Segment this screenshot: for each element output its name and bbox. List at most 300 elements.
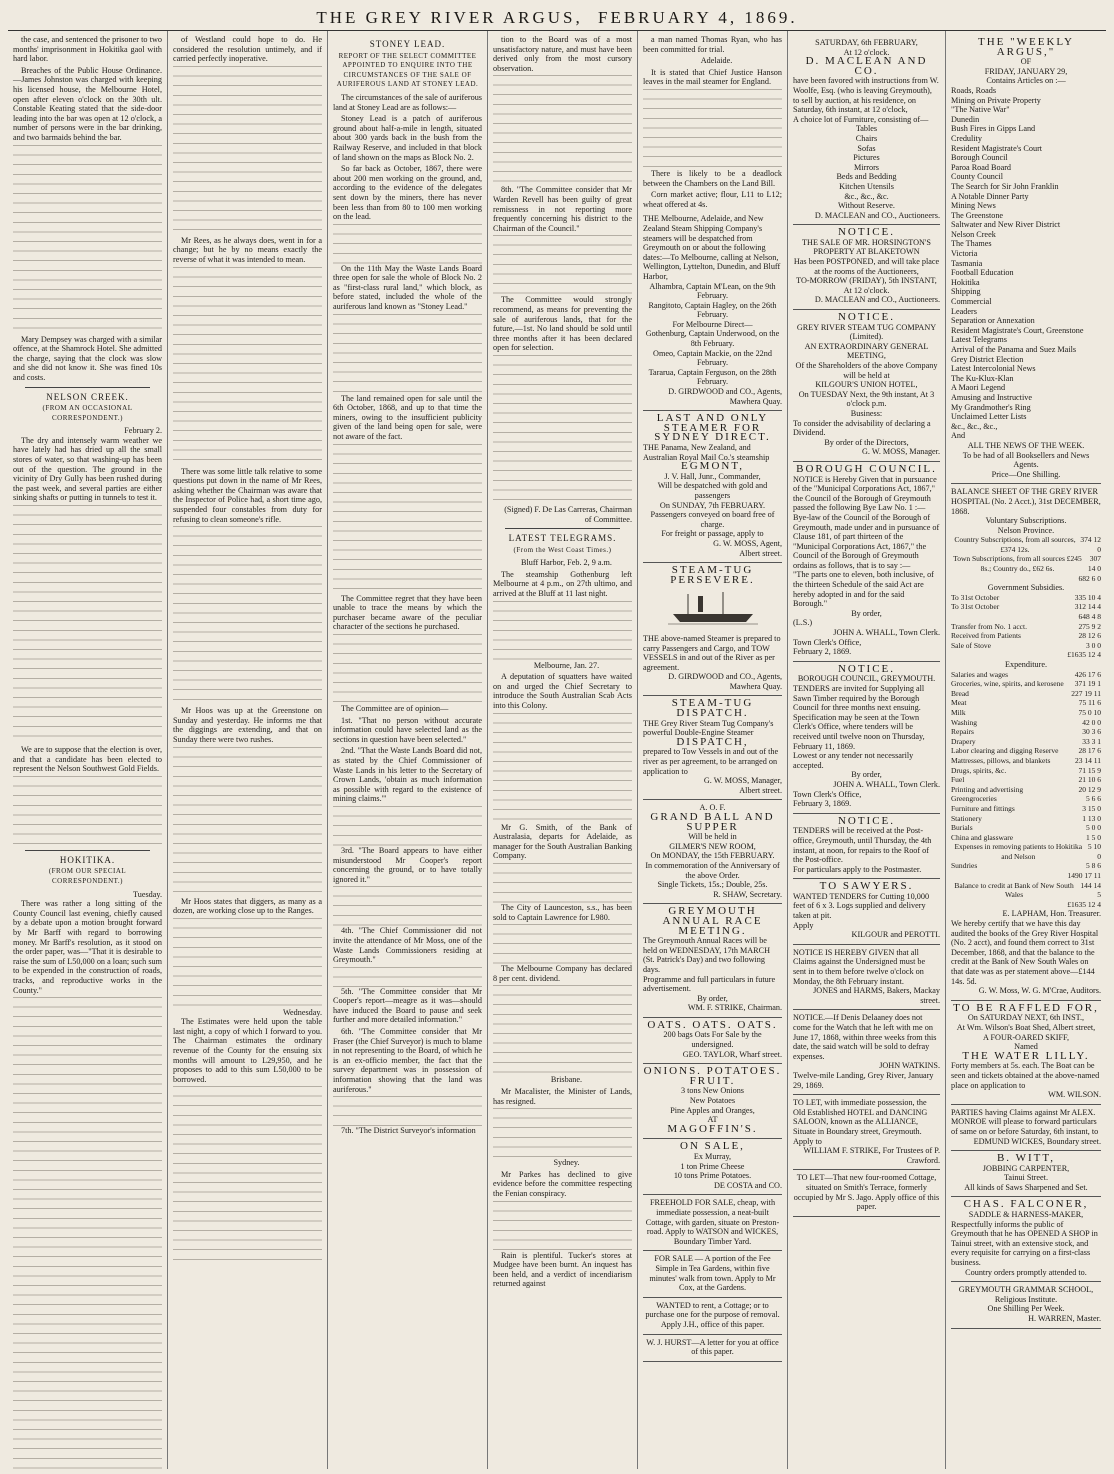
dateline: Bluff Harbor, Feb. 2, 9 a.m. xyxy=(521,558,612,568)
ad-signature: KILGOUR and PEROTTI. xyxy=(851,930,940,940)
advertisement-for-sale: FOR SALE — A portion of the Fee Simple in Tea Gardens, within five minutes' walk from town. Apply to Mr Cox, at the Gardens. xyxy=(643,1251,782,1297)
advertisement-egmont xyxy=(643,411,782,563)
balance-row xyxy=(951,612,1101,622)
ad-title: GREYMOUTH ANNUAL RACE MEETING. xyxy=(662,905,763,937)
ad-text: TO LET, with immediate possession, the Old Established HOTEL and DANCING SALOON, known as the ALLIANCE, Situate in Boundary street, Greymouth. Apply to xyxy=(793,1098,928,1146)
ad-text: A choice lot of Furniture, consisting of— xyxy=(793,114,929,124)
ad-text: AT xyxy=(707,1115,718,1125)
ad-signature: G. W. MOSS, Manager. xyxy=(861,447,940,457)
text-block xyxy=(493,924,632,964)
advertisement-to-let-cottage: TO LET—That new four-roomed Cottage, situated on Smith's Terrace, formerly occupied by Mr S. Jago. Apply office of this paper. xyxy=(793,1170,940,1216)
ad-text: The Greymouth Annual Races will be held on WEDNESDAY, 17th MARCH (St. Patrick's Day) and two following days. xyxy=(643,936,770,974)
ad-date: On SUNDAY, 7th FEBRUARY. xyxy=(659,500,766,510)
row-amount: 75 11 6 xyxy=(1078,698,1101,708)
row-label: Sale of Stove xyxy=(951,640,991,650)
dateline: Melbourne, Jan. 27. xyxy=(533,660,600,670)
dateline: Adelaide. xyxy=(700,56,733,66)
contents-item: My Grandmother's Ring xyxy=(951,402,1031,412)
text-block xyxy=(493,1108,632,1158)
row-amount: 371 19 1 xyxy=(1074,679,1101,689)
ad-title: BALANCE SHEET OF THE GREY RIVER HOSPITAL (No. 2 Acct.), 31st DECEMBER, 1868. xyxy=(951,487,1101,516)
row-label: Labor clearing and digging Reserve xyxy=(951,746,1059,756)
ad-text: By order, xyxy=(851,608,882,618)
ad-text: Town Clerk's Office, xyxy=(793,637,862,647)
balance-rows xyxy=(951,535,1101,583)
ad-signature: JOHN A. WHALL, Town Clerk. xyxy=(833,628,940,638)
ad-text: A FOUR-OARED SKIFF, xyxy=(982,1032,1069,1042)
row-amount: 307 14 0 xyxy=(1087,554,1101,574)
balance-row xyxy=(951,593,1101,603)
text-block xyxy=(643,89,782,169)
ad-title: LAST AND ONLY STEAMER FOR SYDNEY DIRECT. xyxy=(654,412,771,444)
row-amount: 42 0 0 xyxy=(1082,717,1101,727)
ad-text: J. V. Hall, Junr., Commander, xyxy=(664,471,761,481)
text-block xyxy=(333,967,482,987)
text-block xyxy=(333,224,482,264)
row-amount: 5 8 6 xyxy=(1086,861,1101,871)
text-block xyxy=(493,863,632,903)
section-subheading: (FROM AN OCCASIONAL CORRESPONDENT.) xyxy=(42,404,133,422)
advertisement-raffle xyxy=(951,1001,1101,1105)
ad-item: 10 tons Prime Potatoes. xyxy=(673,1171,752,1181)
row-amount: 5 10 0 xyxy=(1087,842,1101,861)
ad-signature: H. WARREN, Master. xyxy=(1028,1314,1101,1323)
row-amount: 71 15 9 xyxy=(1078,765,1101,775)
row-amount: 426 17 6 xyxy=(1074,669,1101,679)
ad-item: Beds and Bedding xyxy=(836,172,897,182)
row-label: Burials xyxy=(951,823,973,833)
ad-signature: G. W. Moss, W. G. M'Crae, Auditors. xyxy=(978,986,1101,996)
ad-signature: G. W. MOSS, Manager, xyxy=(703,776,782,786)
section-subheading: (From the West Coast Times.) xyxy=(513,545,612,554)
contents-item: Latest Intercolonial News xyxy=(951,364,1036,374)
row-label: Repairs xyxy=(951,727,974,737)
advertisement-carpenter xyxy=(951,1151,1101,1197)
text-block xyxy=(13,776,162,846)
advertisement-saddler xyxy=(951,1197,1101,1282)
balance-row xyxy=(951,833,1101,843)
row-amount: 1 13 0 xyxy=(1082,813,1101,823)
dateline: Tuesday. xyxy=(133,889,162,899)
balance-row xyxy=(951,785,1101,795)
text-block xyxy=(173,747,322,897)
article-paragraph: The Committee would strongly recommend, as means for preventing the sale of auriferous lands, that for the future,—1st. No land should be sold until three months after it has been declared open for selection. xyxy=(493,295,632,353)
article-paragraph: So far back as October, 1867, there were about 200 men working on the ground, and, according to the evidence of the delegates sent down by the miners, there has never been less than from 80 to 100 men working on the lead. xyxy=(333,164,482,222)
divider xyxy=(25,850,150,851)
ad-item: Omeo, Captain Mackie, on the 22nd February. xyxy=(653,348,772,368)
ad-title: CHAS. FALCONER, xyxy=(963,1198,1089,1211)
ship-name: DISPATCH, xyxy=(676,735,749,748)
contents-item: Football Education xyxy=(951,268,1014,278)
article-paragraph: The steamship Gothenburg left Melbourne at 4 p.m., on 27th ultimo, and arrived at the Bluff at 11 last night. xyxy=(493,569,632,599)
article-paragraph: 4th. "The Chief Commissioner did not invite the attendance of Mr Moss, one of the Waste Lands Commissioners residing at Greymouth." xyxy=(333,926,482,965)
ad-title: OATS. OATS. OATS. xyxy=(647,1018,778,1031)
article-paragraph: The land remained open for sale until the 6th October, 1868, and up to that time the miners, owing to the insufficient publicity given of the land being open for sale, were not aware of the fact. xyxy=(333,393,482,442)
ad-amount: 1490 17 11 xyxy=(1067,871,1101,881)
row-amount: 20 12 9 xyxy=(1078,784,1101,794)
text-block xyxy=(333,886,482,926)
article-paragraph: The dry and intensely warm weather we have lately had has dried up all the small stores of water, so that washing-up has been out of the question. The ground in the vicinity of Dry Gully has been rushed during the past week, and several parties are either sinking shafts or putting in tunnels to test it. xyxy=(13,435,162,503)
notice-claims xyxy=(793,945,940,1011)
contents-item: The Thames xyxy=(951,239,992,249)
balance-row xyxy=(951,602,1101,612)
article-paragraph: 2nd. "That the Waste Lands Board did not, as stated by the Chief Commissioner of Waste Lands in his letter to the Secretary of Crown Lands, 'obtain as much information as possible with regard to the existence of mining claims.'" xyxy=(333,746,482,804)
balance-row xyxy=(951,641,1101,651)
advertisement-grammar-school xyxy=(951,1282,1101,1328)
balance-row xyxy=(951,756,1101,766)
article-paragraph: We are to suppose that the election is over, and that a candidate has been elected to represent the Nelson Southwest Gold Fields. xyxy=(13,745,162,774)
ad-date: February 2, 1869. xyxy=(793,647,852,657)
ad-item: Rangitoto, Captain Hagley, on the 26th February. xyxy=(648,300,777,320)
article-paragraph: On the 11th May the Waste Lands Board three open for sale the whole of Block No. 2 as "first-class rural land," which block, as before stated, included the whole of the auriferous land known as "Stoney Lead." xyxy=(333,263,482,312)
ad-text: In commemoration of the Anniversary of the above Order. xyxy=(645,860,780,880)
contents-item: A Notable Dinner Party xyxy=(951,191,1029,201)
article-paragraph: The Committee are of opinion— xyxy=(341,704,449,713)
row-amount: 682 6 0 xyxy=(1078,573,1101,583)
balance-row xyxy=(951,679,1101,689)
notice-post-office xyxy=(793,814,940,880)
ad-amount: £1635 12 4 xyxy=(1067,899,1101,909)
row-label: Drapery xyxy=(951,736,976,746)
ad-item: &c., &c., &c. xyxy=(844,191,889,201)
masthead-date: FEBRUARY 4, 1869. xyxy=(598,8,798,27)
balance-row xyxy=(951,746,1101,756)
balance-row xyxy=(951,842,1101,861)
ad-text: Religious Institute. xyxy=(994,1294,1058,1304)
ad-signature: GEO. TAYLOR, Wharf street. xyxy=(682,1049,782,1059)
column-1 xyxy=(8,31,168,1469)
ad-text: Country orders promptly attended to. xyxy=(965,1267,1087,1277)
balance-row xyxy=(951,881,1101,900)
ad-text: All kinds of Saws Sharpened and Set. xyxy=(964,1182,1088,1192)
row-label: Stationery xyxy=(951,813,982,823)
ad-address: Albert street. xyxy=(739,548,782,558)
advertisement-races xyxy=(643,904,782,1018)
ad-text: To consider the advisability of declaring a Dividend. xyxy=(793,418,931,438)
ad-text: NOTICE is Hereby Given that in pursuance of the "Municipal Corporations Act, 1867," the Council of the Borough of Greymouth passed the following Bye Law No. 1 :— xyxy=(793,474,937,513)
ad-date: TO-MORROW (FRIDAY), 5th INSTANT, xyxy=(796,276,937,286)
balance-row xyxy=(951,766,1101,776)
ad-date: SATURDAY, 6th FEBRUARY, xyxy=(815,38,918,47)
text-block xyxy=(493,1201,632,1251)
balance-row xyxy=(951,622,1101,632)
balance-row xyxy=(951,698,1101,708)
row-amount: 33 3 1 xyxy=(1082,736,1101,746)
ad-text: THE WATER LILLY. xyxy=(962,1049,1090,1062)
ad-address: Twelve-mile Landing, Grey River, January 29, 1869. xyxy=(793,1070,934,1090)
balance-rows xyxy=(951,593,1101,660)
ad-text: For particulars apply to the Postmaster. xyxy=(793,864,922,874)
contents-item: Resident Magistrate's Court, Greenstone xyxy=(951,325,1084,335)
row-amount: 312 14 4 xyxy=(1074,602,1101,612)
ad-title: THE "WEEKLY ARGUS," xyxy=(978,36,1074,58)
masthead-title: THE GREY RIVER ARGUS, xyxy=(316,8,583,27)
ad-title: BOROUGH COUNCIL. xyxy=(796,462,937,475)
article-paragraph: The circumstances of the sale of auriferous land at Stoney Lead are as follows:— xyxy=(333,92,482,112)
article-paragraph: Mr Rees, as he always does, went in for a change; but he by no means exactly the reverse of what it was intended to mean. xyxy=(173,235,322,264)
contents-item: Latest Telegrams xyxy=(951,335,1007,345)
row-label: Town Subscriptions, from all sources £245 8s.; Country do., £62 6s. xyxy=(953,554,1082,574)
ad-text: For freight or passage, apply to xyxy=(661,529,764,539)
balance-row xyxy=(951,871,1101,881)
column-3 xyxy=(328,31,488,1469)
ad-title: STEAM-TUG DISPATCH. xyxy=(671,697,754,720)
ad-text: BOROUGH COUNCIL, GREYMOUTH. xyxy=(797,674,936,684)
article-paragraph: Mr Parkes has declined to give evidence before the committee respecting the Fenian conspiracy. xyxy=(493,1169,632,1198)
columns xyxy=(8,31,1106,1469)
column-5 xyxy=(638,31,788,1469)
advertisement-steamers xyxy=(643,211,782,411)
ad-signature: R. SHAW, Secretary. xyxy=(713,889,782,899)
balance-row xyxy=(951,775,1101,785)
ad-text: Of the Shareholders of the above Company will be held at xyxy=(795,361,938,380)
column-2 xyxy=(168,31,328,1469)
row-label: Sundries xyxy=(951,861,978,871)
ad-signature: JOHN A. WHALL, Town Clerk. xyxy=(833,779,940,789)
ad-signature: D. MACLEAN and CO., Auctioneers. xyxy=(814,210,940,220)
article-paragraph: Corn market active; flour, L11 to L12; wheat offered at 4s. xyxy=(643,190,782,209)
ad-text: THE above-named Steamer is prepared to carry Passengers and Cargo, and TOW VESSELS in and out of the River as per agreement. xyxy=(643,633,781,672)
ad-venue: At Wm. Wilson's Boat Shed, Albert street, xyxy=(956,1022,1096,1032)
row-label: To 31st October xyxy=(951,592,1000,602)
section-heading: LATEST TELEGRAMS. xyxy=(508,533,617,544)
contents-item: Separation or Annexation xyxy=(951,316,1035,326)
ad-item: Kitchen Utensils xyxy=(839,181,894,191)
ad-address: Tainui Street. xyxy=(1004,1173,1048,1183)
article-paragraph: There is likely to be a deadlock between the Chambers on the Land Bill. xyxy=(643,168,782,188)
balance-row xyxy=(951,689,1101,699)
ad-text: prepared to Tow Vessels in and out of the river as per agreement, to be arranged on application to xyxy=(643,747,779,776)
ad-item: New Potatoes xyxy=(689,1096,736,1106)
balance-row xyxy=(951,737,1101,747)
ad-text: One Shilling Per Week. xyxy=(987,1304,1065,1314)
advertisement-tug-dispatch xyxy=(643,696,782,800)
article-paragraph: 8th. "The Committee consider that Mr Warden Revell has been guilty of great remissness in not reporting more frequently concerning his district to the Chairman of the Council." xyxy=(493,185,632,233)
dateline: Brisbane. xyxy=(550,1075,583,1085)
contents-item: Nelson Creek xyxy=(951,229,996,239)
contents-item: &c., &c., &c., xyxy=(951,421,998,431)
ad-text: Without Reserve. xyxy=(838,201,895,211)
text-block xyxy=(333,314,482,394)
notice-borough-council xyxy=(793,462,940,662)
article-paragraph: There was some little talk relative to some questions put down in the name of Mr Rees, asking whether the Chairman was aware that the Inspector of Police had, a short time ago, suspended four constables from duty for refusing to clean someone's rifle. xyxy=(173,466,322,524)
ad-title: D. MACLEAN AND CO. xyxy=(805,55,928,77)
ad-date: On SATURDAY NEXT, 6th INST., xyxy=(967,1013,1085,1023)
article-paragraph: Stoney Lead is a patch of auriferous ground about half-a-mile in length, situated about 300 yards back in the bush from the Railway Reserve, and included in that block of land shown on the maps as Block No. 2. xyxy=(333,114,482,162)
ad-signature: EDMUND WICKES, Boundary street. xyxy=(973,1136,1101,1146)
ad-text: THE Grey River Steam Tug Company's powerful Double-Engine Steamer xyxy=(643,718,774,738)
ad-date: On TUESDAY Next, the 9th instant, At 3 o'clock p.m. xyxy=(798,389,935,409)
ad-text: Programme and full particulars in future advertisement. xyxy=(643,974,776,994)
ad-time: At 12 o'clock. xyxy=(843,47,890,57)
notice-horsington xyxy=(793,225,940,310)
article-paragraph: Mr Macalister, the Minister of Lands, has resigned. xyxy=(493,1086,632,1106)
advertisement-onions xyxy=(643,1064,782,1139)
article-paragraph: the case, and sentenced the prisoner to two months' imprisonment in Hokitika gaol with hard labor. xyxy=(13,35,162,64)
ad-text: We hereby certify that we have this day audited the books of the Grey River Hospital (No. 2 acct), and found them correct to 31st December, 1868, and that the balance to the credit at the Bank of New South Wales on that date was as per statement above—£144 14s. 5d. xyxy=(951,919,1099,986)
balance-row xyxy=(951,650,1101,660)
text-block xyxy=(173,66,322,236)
contents-item: Shipping xyxy=(951,287,981,297)
notice-sawyers xyxy=(793,879,940,945)
ad-text: Business: xyxy=(850,408,883,418)
ad-item: Tararua, Captain Ferguson, on the 28th February. xyxy=(648,367,777,387)
ad-text: Bye-law of the Council of the Borough of Greymouth, made under and in pursuance of Clause 181, of part thirteen of the "Municipal Corporations Act, 1867," the Council of the Borough of Greymouth ordains as follows, that is to say :— xyxy=(793,512,940,570)
balance-row xyxy=(951,861,1101,871)
ad-signature: WM. WILSON. xyxy=(1048,1090,1101,1100)
ad-text: Contains Articles on :— xyxy=(986,76,1066,86)
ad-signature: D. GIRDWOOD and CO., Agents, Mawhera Quay. xyxy=(668,387,782,406)
ad-text: Will be held in xyxy=(688,832,737,842)
ad-text: SADDLE & HARNESS-MAKER, xyxy=(968,1210,1084,1220)
ad-item: Gothenburg, Captain Underwood, on the 8th February. xyxy=(645,329,780,349)
row-amount: 5 0 0 xyxy=(1086,823,1101,833)
text-block xyxy=(13,505,162,745)
dateline: Wednesday. xyxy=(282,1007,322,1017)
text-block xyxy=(333,1096,482,1126)
ad-text: Town Clerk's Office, xyxy=(793,789,862,799)
ad-text: THE Panama, New Zealand, and Australian Royal Mail Co.'s steamship xyxy=(643,443,770,462)
article-paragraph: The Estimates were held upon the table last night, a copy of which I forward to you. The Chairman estimates the ordinary revenue of the County for the ensuing six months will amount to L29,950, and he proposes to add to this sum L50,000 to be borrowed. xyxy=(173,1017,322,1084)
balance-row xyxy=(951,718,1101,728)
contents-item: Tasmania xyxy=(951,258,983,268)
ad-signature: DE COSTA and CO. xyxy=(713,1180,782,1190)
notice-tug-company xyxy=(793,310,940,462)
contents-item: Credulity xyxy=(951,133,982,143)
ad-text: Passengers conveyed on board free of charge. xyxy=(650,510,775,529)
contents-item: "The Native War" xyxy=(951,105,1010,115)
steamship-illustration xyxy=(668,588,758,628)
article-paragraph: Rain is plentiful. Tucker's stores at Mudgee have been burnt. An inquest has been held, and a verdict of incendiarism returned against xyxy=(493,1250,632,1289)
ad-venue: KILGOUR'S UNION HOTEL, xyxy=(815,380,918,390)
ad-title: GREYMOUTH GRAMMAR SCHOOL, xyxy=(958,1285,1094,1295)
row-amount: 3 15 0 xyxy=(1082,803,1101,813)
advertisement-freehold: FREEHOLD FOR SALE, cheap, with immediate possession, a neat-built Cottage, with garden, situate on Preston-road. Apply to WATSON and WICKES, Boundary Timber Yard. xyxy=(643,1195,782,1251)
row-label: Salaries and wages xyxy=(951,669,1009,679)
row-label: Furniture and fittings xyxy=(951,803,1015,813)
contents-item: Saltwater and New River District xyxy=(951,220,1061,230)
ad-text: have been favored with instructions from W. Woolfe, Esq. (who is leaving Greymouth), to sell by auction, at his residence, on Saturday, 6th instant, at 12 o'clock, xyxy=(793,76,939,115)
row-amount: 3 0 0 xyxy=(1086,640,1101,650)
article-paragraph: The Melbourne Company has declared 8 per cent. dividend. xyxy=(493,964,632,983)
row-amount: 5 6 6 xyxy=(1086,794,1101,804)
ad-text: THE SALE OF MR. HORSINGTON'S PROPERTY AT BLAKETOWN xyxy=(802,237,931,257)
ad-price: Price—One Shilling. xyxy=(991,469,1061,479)
ad-text: Named xyxy=(1014,1042,1038,1052)
ad-item: Ex Murray, xyxy=(693,1152,732,1161)
row-amount: 75 0 10 xyxy=(1078,707,1101,717)
contents-item: Arrival of the Panama and Suez Mails xyxy=(951,345,1077,354)
ad-text: WANTED TENDERS for Cutting 10,000 feet of 6 x 3. Logs supplied and delivery taken at pit. xyxy=(793,891,930,921)
ad-title: GRAND BALL AND SUPPER xyxy=(650,811,775,833)
ad-text: Respectfully informs the public of Greymouth that he has OPENED A SHOP in Tainui street, with an extensive stock, and every requisite for carrying on a first-class business. xyxy=(951,1219,1098,1268)
ship-name: EGMONT, xyxy=(681,460,744,473)
contents-item: Unclaimed Letter Lists xyxy=(951,412,1027,422)
article-paragraph: It is stated that Chief Justice Hanson leaves in the mail steamer for England. xyxy=(643,67,782,87)
row-amount: 28 12 6 xyxy=(1078,631,1101,641)
ad-text: TENDERS are invited for Supplying all Sawn Timber required by the Borough Council for three months next ensuing. xyxy=(793,684,925,713)
contents-item: Amusing and Instructive xyxy=(951,392,1032,402)
ad-text: Will be despatched with gold and passengers xyxy=(657,481,768,500)
ad-venue: GILMER'S NEW ROOM, xyxy=(669,841,756,851)
ad-text: TENDERS will be received at the Post-office, Greymouth, until Thursday, the 4th instant, at noon, for repairs to the Roof of the Post-office. xyxy=(793,826,932,865)
contents-item: Borough Council xyxy=(951,153,1008,163)
ad-text: 200 bags Oats For Sale by the undersigned. xyxy=(663,1030,762,1050)
ad-text: AN EXTRAORDINARY GENERAL MEETING, xyxy=(804,341,929,361)
text-block xyxy=(493,713,632,823)
ad-text: Specification may be seen at the Town Clerk's Office, where tenders will be received until twelve noon on Thursday, February 11, 1869. xyxy=(793,712,925,751)
text-block xyxy=(173,918,322,1008)
advertisement-tug-persevere xyxy=(643,563,782,696)
row-amount: 30 3 6 xyxy=(1082,727,1101,737)
report-heading: REPORT OF THE SELECT COMMITTEE APPOINTED TO ENQUIRE INTO THE CIRCUMSTANCES OF THE SALE OF AURIFEROUS LAND AT STONEY LEAD. xyxy=(336,51,479,89)
ad-signature: WILLIAM F. STRIKE, For Trustees of P. Crawford. xyxy=(803,1146,940,1165)
balance-row xyxy=(951,823,1101,833)
contents-item: Mining News xyxy=(951,201,996,211)
ad-date: On MONDAY, the 15th FEBRUARY. xyxy=(650,851,775,861)
ad-text: Apply xyxy=(793,920,814,930)
ad-title: NOTICE. xyxy=(837,311,896,324)
balance-row xyxy=(951,670,1101,680)
ad-subheading: Expenditure. xyxy=(1004,660,1048,669)
ad-text: THE Melbourne, Adelaide, and New Zealand Steam Shipping Company's steamers will be despatched from Greymouth on or about the following dates:—To Melbourne, calling at Nelson, Wellington, Lyttelton, Dunedin, and Bluff Harbor, xyxy=(643,214,781,281)
masthead xyxy=(8,6,1106,31)
contents-item: Hokitika xyxy=(951,277,980,287)
row-amount: 23 14 11 xyxy=(1075,755,1101,765)
row-amount: £1635 12 4 xyxy=(1067,650,1101,660)
contents-item: Dunedin xyxy=(951,114,980,124)
ad-item: Pictures xyxy=(853,153,880,163)
article-paragraph: The City of Launceston, s.s., has been sold to Captain Lawrence for L980. xyxy=(493,903,632,922)
ad-text: By order, xyxy=(697,993,728,1003)
row-label: Country Subscriptions, from all sources, £374 12s. xyxy=(954,535,1076,554)
row-label: Meat xyxy=(951,698,967,708)
ad-item: 3 tons New Onions xyxy=(681,1086,744,1096)
contents-item: Paroa Road Board xyxy=(951,162,1012,172)
text-block xyxy=(173,267,322,467)
ad-text: GREY RIVER STEAM TUG COMPANY (Limited). xyxy=(796,322,937,342)
advertisement-ball xyxy=(643,800,782,904)
advertisement-weekly-argus xyxy=(951,35,1101,484)
contents-item: County Council xyxy=(951,172,1004,182)
ad-text: By order, xyxy=(851,770,882,780)
balance-row xyxy=(951,794,1101,804)
text-block xyxy=(493,355,632,505)
row-label: Milk xyxy=(951,707,966,717)
ad-date: February 3, 1869. xyxy=(793,799,852,809)
divider xyxy=(505,528,620,529)
text-block xyxy=(173,526,322,706)
contents-item: Victoria xyxy=(951,249,978,259)
ad-address: Albert street. xyxy=(739,785,782,795)
ad-signature: WM. F. STRIKE, Chairman. xyxy=(687,1003,782,1013)
article-paragraph: 7th. "The District Surveyor's information xyxy=(341,1126,476,1136)
article-paragraph: Mr Hoos was up at the Greenstone on Sunday and yesterday. He informs me that the diggings are extending, and that on Sunday there were two rushes. xyxy=(173,706,322,744)
article-paragraph: There was rather a long sitting of the County Council last evening, chiefly caused by a debate upon a motion brought forward by Mr Barff with regard to borrowing money. Mr Barff's resolution, as it stood on the order paper, was—"That it is desirable to raise the sum of L50,000 on a loan; such sum to be expended in the construction of roads, tracks, and reproductive works in the County." xyxy=(13,899,162,995)
contents-item: Resident Magistrate's Court xyxy=(951,143,1043,153)
ad-subheading: Government Subsidies. xyxy=(987,583,1065,593)
advertisement-on-sale xyxy=(643,1139,782,1195)
ad-text: To be had of all Booksellers and News Agents. xyxy=(962,450,1090,470)
balance-row xyxy=(951,900,1101,910)
row-label: Fuel xyxy=(951,775,965,785)
ad-heading: A. O. F. xyxy=(699,803,726,813)
ad-text: Lowest or any tender not necessarily accepted. xyxy=(793,751,914,770)
ad-title: ONIONS. POTATOES. FRUIT. xyxy=(643,1065,782,1087)
notice-tenders-timber xyxy=(793,662,940,814)
ad-title: NOTICE. xyxy=(837,814,896,827)
column-7 xyxy=(946,31,1106,1469)
